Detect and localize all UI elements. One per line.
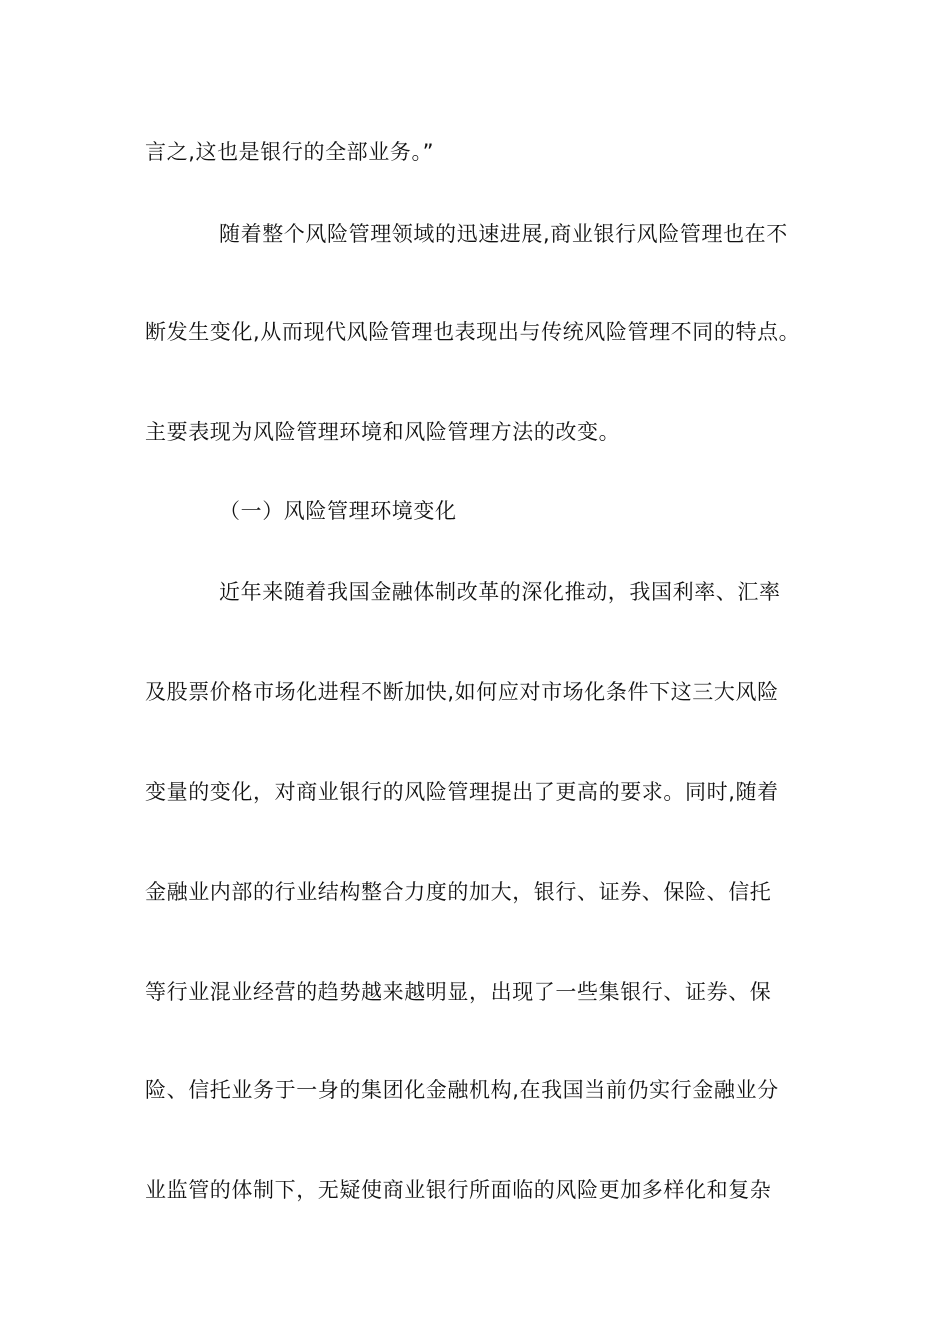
- text-line: 金融业内部的行业结构整合力度的加大，银行、证券、保险、信托: [145, 880, 772, 904]
- text-line: 及股票价格市场化进程不断加快,如何应对市场化条件下这三大风险: [145, 680, 779, 704]
- text-line: 业监管的体制下，无疑使商业银行所面临的风险更加多样化和复杂: [145, 1178, 772, 1202]
- text-line: 等行业混业经营的趋势越来越明显，出现了一些集银行、证券、保: [145, 980, 772, 1004]
- text-line: 断发生变化,从而现代风险管理也表现出与传统风险管理不同的特点。: [145, 320, 801, 344]
- text-line: 主要表现为风险管理环境和风险管理方法的改变。: [145, 420, 621, 444]
- text-line: 变量的变化，对商业银行的风险管理提出了更高的要求。同时,随着: [145, 780, 779, 804]
- text-line: 言之,这也是银行的全部业务。”: [145, 140, 435, 164]
- paragraph-start-line: 近年来随着我国金融体制改革的深化推动，我国利率、汇率: [219, 580, 781, 604]
- text-line: 险、信托业务于一身的集团化金融机构,在我国当前仍实行金融业分: [145, 1078, 779, 1102]
- paragraph-start-line: 随着整个风险管理领域的迅速进展,商业银行风险管理也在不: [219, 222, 788, 246]
- section-heading: （一）风险管理环境变化: [219, 499, 457, 523]
